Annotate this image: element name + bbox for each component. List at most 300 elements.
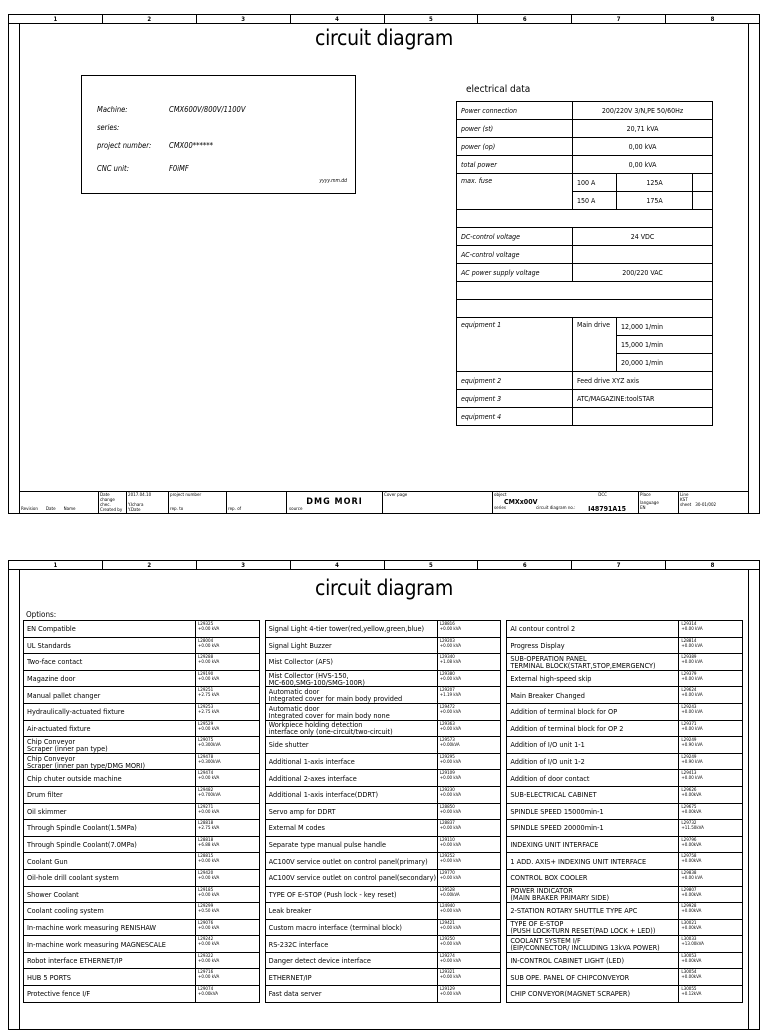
- date-value-cell: [126, 492, 168, 513]
- option-row: [24, 920, 260, 937]
- option-code: L24940: [439, 904, 455, 910]
- option-code: L29626: [681, 787, 697, 793]
- option-code: L29299: [198, 904, 214, 910]
- option-code: L29250: [439, 937, 455, 943]
- ruler-col: 8: [710, 562, 715, 569]
- ruler-col: 6: [478, 561, 572, 569]
- option-row: [24, 837, 260, 854]
- option-row: [266, 654, 502, 671]
- option-code: L29251: [198, 688, 214, 694]
- equipment3-value: ATC/MAGAZINE:toolSTAR: [573, 390, 713, 408]
- dc-control-label: DC-control voltage: [457, 228, 573, 246]
- project-number-cell: [168, 492, 226, 513]
- option-code: L29389: [681, 655, 697, 661]
- fuse-value: 150 A: [573, 192, 617, 210]
- option-code: L29573: [439, 738, 455, 744]
- option-name: Hydraulically-actuated fixture: [27, 704, 196, 720]
- option-code-cell: [198, 672, 257, 682]
- option-name: SUB-OPERATION PANEL TERMINAL BLOCK(START,STOP,EMERGENCY): [510, 654, 679, 670]
- option-code-cell: [440, 672, 499, 682]
- option-code: L28818: [198, 821, 214, 827]
- option-code: L29242: [198, 937, 214, 943]
- option-name: RS-232C interface: [269, 936, 438, 952]
- option-row: [266, 837, 502, 854]
- option-code-cell: [681, 987, 740, 997]
- table-row: [457, 264, 713, 282]
- option-code-cell: [198, 954, 257, 964]
- power-op-value: 0,00 kVA: [573, 138, 713, 156]
- option-code-cell: [440, 688, 499, 698]
- option-name: ETHERNET/IP: [269, 969, 438, 985]
- option-name: Two-face contact: [27, 654, 196, 670]
- option-row: [266, 903, 502, 920]
- option-code-cell: [198, 805, 257, 815]
- option-kva: +0.00 kVA: [439, 992, 461, 998]
- option-row: [266, 887, 502, 904]
- option-code: L29529: [198, 721, 214, 727]
- chec-label: chec.: [100, 503, 111, 508]
- option-kva: +0.300kVA: [198, 743, 221, 749]
- option-kva: +1.08 kVA: [439, 660, 461, 666]
- option-kva: +0.00 kVA: [439, 942, 461, 948]
- option-row: [266, 754, 502, 771]
- column-ruler: [9, 561, 759, 570]
- option-code-cell: [681, 821, 740, 831]
- option-code: L30055: [681, 987, 697, 993]
- ruler-col: 8: [710, 16, 715, 23]
- option-kva: +0.00kVA: [681, 975, 702, 981]
- table-row: [457, 372, 713, 390]
- option-code: L29288: [198, 655, 214, 661]
- language-label: language: [640, 501, 659, 506]
- option-code: L29796: [681, 837, 697, 843]
- option-code-cell: [440, 921, 499, 931]
- option-code-cell: [440, 838, 499, 848]
- blank-row: [457, 300, 713, 318]
- cover-page-cell: [382, 492, 492, 513]
- option-kva: +0.00 kVA: [681, 726, 703, 732]
- date-label: Date: [45, 507, 56, 512]
- option-kva: +0.00kVA: [681, 958, 702, 964]
- option-code: L29190: [198, 671, 214, 677]
- option-row: [24, 770, 260, 787]
- ruler-col: 3: [197, 561, 291, 569]
- creator-value: Y.Date: [128, 508, 141, 513]
- option-name: External high-speed skip: [510, 671, 679, 687]
- machine-value: CMX600V/800V/1100V: [169, 105, 246, 114]
- option-row: [507, 704, 743, 721]
- option-code-cell: [198, 771, 257, 781]
- option-name: Shower Coolant: [27, 887, 196, 903]
- option-code-cell: [198, 937, 257, 947]
- option-row: [507, 870, 743, 887]
- option-code-cell: [198, 655, 257, 665]
- sheet-value: 30-01/002: [695, 503, 717, 508]
- change-cell: [98, 492, 126, 513]
- option-code-cell: [440, 987, 499, 997]
- table-row: [457, 300, 713, 318]
- drawing-area: [19, 24, 749, 513]
- option-kva: +0.00kVA: [681, 842, 702, 848]
- option-name: CONTROL BOX COOLER: [510, 870, 679, 886]
- option-row: [24, 820, 260, 837]
- option-code-cell: [198, 788, 257, 798]
- option-kva: +0.90 kVA: [681, 759, 703, 765]
- option-code-cell: [198, 921, 257, 931]
- machine-info-box: [81, 75, 356, 194]
- option-kva: +0.50 kVA: [198, 909, 220, 915]
- option-code: L28837: [439, 821, 455, 827]
- option-kva: +0.00 kVA: [439, 792, 461, 798]
- option-name: Automatic door Integrated cover for main body none: [269, 704, 438, 720]
- option-kva: +0.00kVA: [681, 859, 702, 865]
- source-label: source: [289, 507, 303, 512]
- table-row: [457, 156, 713, 174]
- option-code: L29274: [439, 953, 455, 959]
- option-code: L29325: [198, 622, 214, 627]
- option-name: Addition of door contact: [510, 770, 679, 786]
- option-name: CHIP CONVEYOR(MAGNET SCRAPER): [510, 986, 679, 1002]
- option-kva: +0.00 kVA: [198, 859, 220, 865]
- option-name: In-machine work measuring MAGNESCALE: [27, 936, 196, 952]
- option-kva: +0.00 kVA: [198, 660, 220, 666]
- page-title: circuit diagram: [314, 576, 454, 600]
- equipment2-label: equipment 2: [457, 372, 573, 390]
- option-name: Chip Conveyor Scraper (inner pan type/DMG MORI): [27, 754, 196, 770]
- option-name: Mist Collector (AFS): [269, 654, 438, 670]
- option-code: L29675: [681, 804, 697, 810]
- option-name: COOLANT SYSTEM I/F (EIP/CONNECTOR/ INCLUDING 13kVA POWER): [510, 936, 679, 952]
- option-row: [24, 721, 260, 738]
- equipment1-speed: 20,000 1/min: [617, 354, 713, 372]
- option-name: SUB OPE. PANEL OF CHIPCONVEYOR: [510, 969, 679, 985]
- option-code: L29321: [439, 970, 455, 976]
- option-name: Chip Conveyor Scraper (inner pan type): [27, 737, 196, 753]
- option-kva: +0.90 kVA: [681, 743, 703, 749]
- option-row: [507, 804, 743, 821]
- fuse-value: 175A: [617, 192, 693, 210]
- table-row: [457, 174, 713, 192]
- option-code: L29076: [198, 920, 214, 926]
- option-code: L29624: [681, 688, 697, 694]
- sheet-cell: [678, 492, 748, 513]
- option-kva: +0.00 kVA: [198, 643, 220, 649]
- option-code-cell: [681, 655, 740, 665]
- option-name: Drum filter: [27, 787, 196, 803]
- option-code: L29249: [681, 754, 697, 760]
- option-code-cell: [198, 738, 257, 748]
- option-code-cell: [681, 854, 740, 864]
- option-code-cell: [681, 954, 740, 964]
- option-code-cell: [681, 937, 740, 947]
- option-kva: +2.75 kVA: [198, 693, 220, 699]
- name-label: Name: [63, 507, 76, 512]
- option-row: [266, 737, 502, 754]
- created-by-label: Created by: [100, 508, 123, 513]
- fuse-spare: [693, 174, 713, 192]
- option-row: [266, 704, 502, 721]
- ruler-col: 3: [197, 15, 291, 23]
- option-code-cell: [440, 888, 499, 898]
- cover-page-label: Cover page: [384, 493, 408, 498]
- ac-supply-label: AC power supply voltage: [457, 264, 573, 282]
- option-code: L28850: [439, 804, 455, 810]
- option-code-cell: [681, 622, 740, 632]
- option-row: [507, 986, 743, 1003]
- option-name: Additional 1-axis interface(DDRT): [269, 787, 438, 803]
- option-name: SUB-ELECTRICAL CABINET: [510, 787, 679, 803]
- project-number-label: project number:: [97, 141, 152, 150]
- rep-of-cell: [226, 492, 286, 513]
- option-kva: +0.00 kVA: [198, 975, 220, 981]
- option-code-cell: [198, 639, 257, 649]
- option-name: Servo amp for DDRT: [269, 804, 438, 820]
- option-row: [507, 770, 743, 787]
- fuse-spare: [693, 192, 713, 210]
- option-code: L29203: [439, 638, 455, 644]
- option-code: L29716: [198, 970, 214, 976]
- option-kva: +0.00 kVA: [198, 942, 220, 948]
- option-code-cell: [681, 722, 740, 732]
- equipment1-label: equipment 1: [457, 318, 573, 372]
- option-name: EN Compatible: [27, 621, 196, 637]
- option-kva: +0.00 kVA: [681, 627, 703, 632]
- kst-label: KST: [680, 498, 688, 503]
- option-code: L29478: [198, 754, 214, 760]
- option-kva: +0.00kVA: [439, 743, 460, 749]
- option-kva: +0.00kVA: [198, 992, 219, 998]
- option-kva: +0.00 kVA: [198, 627, 220, 632]
- blank-row: [457, 210, 713, 228]
- option-code: L29074: [198, 987, 214, 993]
- option-kva: +0.00 kVA: [439, 776, 461, 782]
- option-name: Addition of terminal block for OP 2: [510, 721, 679, 737]
- option-name: Fast data server: [269, 986, 438, 1002]
- option-row: [266, 787, 502, 804]
- ruler-col: 1: [9, 561, 103, 569]
- revision-label: Revision: [21, 507, 38, 512]
- option-code-cell: [440, 622, 499, 632]
- machine-label: Machine:: [97, 105, 128, 114]
- option-kva: +0.00 kVA: [439, 826, 461, 832]
- option-name: 2-STATION ROTARY SHUTTLE TYPE APC: [510, 903, 679, 919]
- option-row: [507, 920, 743, 937]
- table-row: [457, 120, 713, 138]
- option-row: [507, 721, 743, 738]
- object-label: object: [494, 493, 507, 498]
- project-number-value: CMX00******: [169, 141, 213, 150]
- fuse-value: 100 A: [573, 174, 617, 192]
- option-code-cell: [440, 788, 499, 798]
- option-kva: +0.00 kVA: [439, 709, 461, 715]
- option-row: [266, 671, 502, 688]
- table-row: [457, 228, 713, 246]
- option-kva: +0.00kVA: [681, 892, 702, 898]
- option-code: L29379: [681, 671, 697, 677]
- option-code: L29420: [198, 870, 214, 876]
- option-row: [507, 853, 743, 870]
- option-kva: +1.19 kVA: [439, 693, 461, 699]
- option-kva: +0.00 kVA: [198, 726, 220, 732]
- table-row: [457, 102, 713, 120]
- option-code-cell: [198, 755, 257, 765]
- equipment1-speed: 12,000 1/min: [617, 318, 713, 336]
- option-row: [507, 936, 743, 953]
- option-code: L29371: [681, 721, 697, 727]
- options-column: [23, 620, 260, 1003]
- option-row: [24, 936, 260, 953]
- option-code: L30021: [681, 920, 697, 926]
- change-label: change: [100, 498, 115, 503]
- ruler-col: 7: [572, 561, 666, 569]
- option-row: [507, 787, 743, 804]
- option-row: [24, 654, 260, 671]
- option-name: IN-CONTROL CABINET LIGHT (LED): [510, 953, 679, 969]
- option-code-cell: [440, 655, 499, 665]
- option-code: L30053: [681, 953, 697, 959]
- option-kva: +0.00 kVA: [198, 925, 220, 931]
- ac-supply-value: 200/220 VAC: [573, 264, 713, 282]
- ruler-col: 5: [385, 561, 479, 569]
- option-kva: +0.00kVA: [681, 792, 702, 798]
- table-row: [457, 138, 713, 156]
- option-row: [507, 754, 743, 771]
- option-row: [24, 853, 260, 870]
- option-kva: +0.00 kVA: [681, 643, 703, 649]
- option-code-cell: [440, 805, 499, 815]
- option-row: [24, 704, 260, 721]
- ruler-col: 2: [103, 15, 197, 23]
- option-code-cell: [681, 738, 740, 748]
- option-kva: +0.00 kVA: [439, 925, 461, 931]
- option-name: Manual pallet changer: [27, 687, 196, 703]
- option-code-cell: [681, 639, 740, 649]
- electrical-data-table: [456, 101, 713, 426]
- option-kva: +0.00 kVA: [439, 909, 461, 915]
- option-code-cell: [198, 705, 257, 715]
- option-code-cell: [440, 755, 499, 765]
- option-code: L28004: [198, 638, 214, 644]
- option-name: In-machine work measuring RENISHAW: [27, 920, 196, 936]
- table-row: [457, 390, 713, 408]
- max-fuse-label: max. fuse: [457, 174, 573, 210]
- option-code-cell: [198, 622, 257, 632]
- option-row: [266, 870, 502, 887]
- option-code-cell: [198, 688, 257, 698]
- option-code: L29109: [439, 771, 455, 777]
- option-code-cell: [440, 639, 499, 649]
- option-kva: +0.00kVA: [681, 909, 702, 915]
- series-label: series: [494, 506, 506, 511]
- option-kva: +0.00 kVA: [198, 875, 220, 881]
- option-name: Leak breaker: [269, 903, 438, 919]
- option-code-cell: [681, 688, 740, 698]
- option-name: AC100V service outlet on control panel(secondary): [269, 870, 438, 886]
- option-code: L29243: [681, 704, 697, 710]
- option-kva: +0.00 kVA: [198, 892, 220, 898]
- option-code-cell: [681, 871, 740, 881]
- option-code: L28818: [198, 837, 214, 843]
- option-code-cell: [198, 838, 257, 848]
- option-row: [266, 770, 502, 787]
- title-block: [20, 491, 748, 513]
- option-kva: +0.00 kVA: [198, 958, 220, 964]
- option-code: L29207: [439, 688, 455, 694]
- equipment4-label: equipment 4: [457, 408, 573, 426]
- option-row: [266, 936, 502, 953]
- option-name: TYPE OF E-STOP (Push lock - key reset): [269, 887, 438, 903]
- option-code: L29185: [198, 887, 214, 893]
- option-code-cell: [681, 755, 740, 765]
- option-name: Protective fence I/F: [27, 986, 196, 1002]
- option-code: L29380: [439, 671, 455, 677]
- option-name: Danger detect device interface: [269, 953, 438, 969]
- power-st-value: 20,71 kVA: [573, 120, 713, 138]
- circuit-diagram-number: I48791A15: [588, 505, 626, 513]
- option-row: [24, 870, 260, 887]
- option-code-cell: [440, 854, 499, 864]
- option-code: L29421: [439, 920, 455, 926]
- line-label: Line: [680, 493, 689, 498]
- option-row: [266, 621, 502, 638]
- option-kva: +0.00 kVA: [198, 676, 220, 682]
- sheet-label: sheet: [680, 503, 692, 508]
- option-row: [24, 621, 260, 638]
- option-name: Additional 2-axes interface: [269, 770, 438, 786]
- option-kva: +0.00 kVA: [439, 842, 461, 848]
- option-row: [507, 621, 743, 638]
- total-power-value: 0,00 kVA: [573, 156, 713, 174]
- language-value: EN: [640, 506, 646, 511]
- option-row: [507, 671, 743, 688]
- option-name: Custom macro interface (terminal block): [269, 920, 438, 936]
- option-code: L29472: [439, 704, 455, 710]
- option-code-cell: [681, 788, 740, 798]
- option-name: Air-actuated fixture: [27, 721, 196, 737]
- revision-cell: [20, 492, 98, 513]
- option-row: [507, 654, 743, 671]
- ruler-col: 2: [103, 561, 197, 569]
- option-code-cell: [681, 805, 740, 815]
- option-kva: +0.700kVA: [198, 792, 221, 798]
- option-code-cell: [198, 871, 257, 881]
- option-kva: +0.00 kVA: [681, 709, 703, 715]
- option-row: [24, 953, 260, 970]
- option-name: AI contour control 2: [510, 621, 679, 637]
- column-ruler: [9, 15, 759, 24]
- option-kva: +2.75 kVA: [198, 826, 220, 832]
- place-label: Place: [640, 493, 651, 498]
- option-kva: +6.88 kVA: [198, 842, 220, 848]
- option-code: L29322: [198, 953, 214, 959]
- page-title: circuit diagram: [314, 26, 454, 50]
- option-code: L29758: [681, 854, 697, 860]
- option-code: L29295: [439, 754, 455, 760]
- fuse-value: 125A: [617, 174, 693, 192]
- option-name: Mist Collector (HVS-150, MC-600,SMG-100/SMG-100R): [269, 671, 438, 687]
- option-name: Chip chuter outside machine: [27, 770, 196, 786]
- option-code-cell: [198, 722, 257, 732]
- option-code-cell: [440, 937, 499, 947]
- option-code-cell: [440, 771, 499, 781]
- option-code: L29363: [439, 721, 455, 727]
- option-code-cell: [681, 705, 740, 715]
- option-row: [24, 887, 260, 904]
- option-kva: +0.00 kVA: [439, 759, 461, 765]
- option-name: Magazine door: [27, 671, 196, 687]
- option-code: L29253: [198, 704, 214, 710]
- option-code: L29252: [439, 854, 455, 860]
